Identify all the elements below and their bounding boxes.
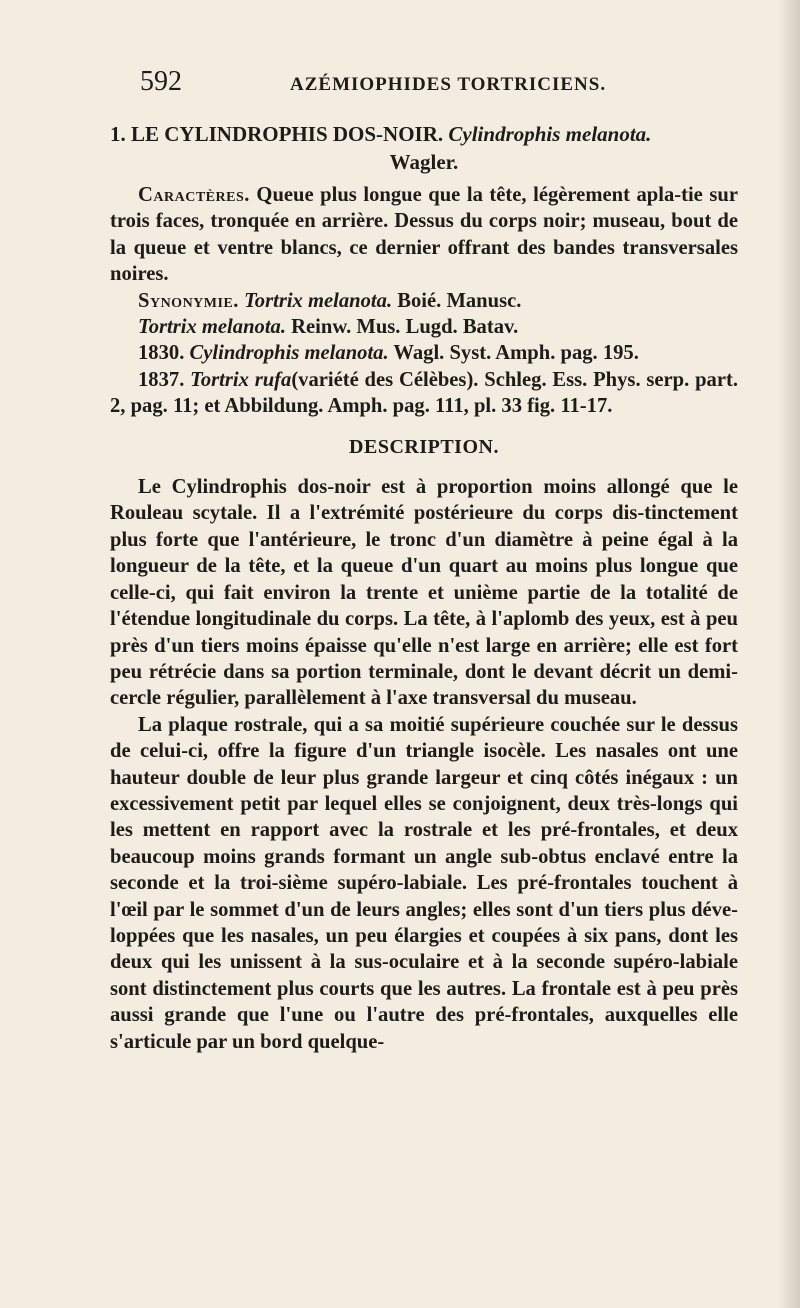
synonymy-entry3-rest: Wagl. Syst. Amph. pag. 195.	[393, 342, 639, 365]
synonymy-entry-2	[110, 314, 738, 340]
description-paragraph-2: La plaque rostrale, qui a sa moitié supérieure couchée sur le dessus de celui-ci, offre la figure d'un triangle isocèle. Les nasales ont une hauteur double de leur plus grande largeur et cinq côtés inégaux : un excessivement petit par lequel elles se conjoignent, deux très-longs qui les mettent en rapport avec la rostrale et les pré-frontales, et deux beaucoup moins grands formant un angle sub-obtus enclavé entre la seconde et la troi-sième supéro-labiale. Les pré-frontales touchent à l'œil par le sommet d'un de leurs angles; elles sont d'un tiers plus déve-loppées que les nasales, un peu élargies et coupées à six pans, dont les deux qui les unissent à la sus-oculaire et à la seconde supéro-labiale sont distinctement plus courts que les autres. La frontale est à peu près aussi grande que l'une ou l'autre des pré-frontales, auxquelles elle s'articule par un bord quelque-	[110, 713, 738, 1053]
characters-label: Caractères.	[138, 184, 250, 206]
page-edge-shadow	[778, 0, 800, 1308]
species-number: 1.	[110, 122, 126, 146]
running-head	[110, 66, 738, 106]
synonymy-entry1-rest: Boié. Manusc.	[397, 289, 522, 312]
synonymy-entry4-latin: Tortrix rufa	[190, 368, 292, 391]
description-heading: DESCRIPTION.	[349, 435, 499, 458]
body-text	[110, 182, 738, 1055]
synonymy-entry4-rest: (variété des Célèbes). Schleg. Ess. Phys. serp. part. 2, pag. 11; et Abbildung. Amph. pag. 111, pl. 33 fig. 11-17.	[110, 368, 738, 418]
species-name-latin: Cylindrophis melanota.	[448, 122, 652, 146]
species-title	[110, 120, 738, 176]
running-title: AZÉMIOPHIDES TORTRICIENS.	[290, 74, 607, 95]
synonymy-entry3-latin: Cylindrophis melanota.	[189, 342, 389, 365]
synonymy-entry1-latin: Tortrix melanota.	[244, 289, 393, 312]
species-title-line	[110, 120, 738, 148]
characters-paragraph	[110, 182, 738, 288]
species-author: Wagler.	[389, 150, 459, 174]
synonymy-label: Synonymie.	[138, 289, 239, 312]
species-name-fr: LE CYLINDROPHIS DOS-NOIR.	[131, 122, 444, 146]
page-number: 592	[140, 66, 182, 97]
description-paragraph-1: Le Cylindrophis dos-noir est à proportion moins allongé que le Rouleau scytale. Il a l'extrémité postérieure du corps dis-tinctement plus forte que l'antérieure, le tronc d'un diamètre à peine égal à la longueur de la tête, et la queue d'un quart au moins plus longue que celle-ci, qui fait environ la trente et unième partie de la totalité de l'étendue longitudinale du corps. La tête, à l'aplomb des yeux, est à peu près d'un tiers moins épaisse qu'elle n'est large en arrière; elle est fort peu rétrécie dans sa portion terminale, dont le devant décrit un demi-cercle régulier, parallèlement à l'axe transversal du museau.	[110, 476, 738, 710]
synonymy-entry2-latin: Tortrix melanota.	[138, 316, 286, 339]
synonymy-entry-4	[110, 367, 738, 420]
synonymy-entry4-year: 1837.	[138, 368, 185, 391]
synonymy-entry3-year: 1830.	[138, 342, 185, 365]
synonymy-entry2-rest: Reinw. Mus. Lugd. Batav.	[291, 316, 519, 339]
characters-text: Queue plus longue que la tête, légèrement apla-tie sur trois faces, tronquée en arrière. Dessus du corps noir; museau, bout de la queue et ventre blancs, ce dernier offrant des bandes transversales noires.	[110, 184, 738, 286]
synonymy-entry-3	[110, 340, 738, 366]
synonymy-paragraph	[110, 288, 738, 314]
